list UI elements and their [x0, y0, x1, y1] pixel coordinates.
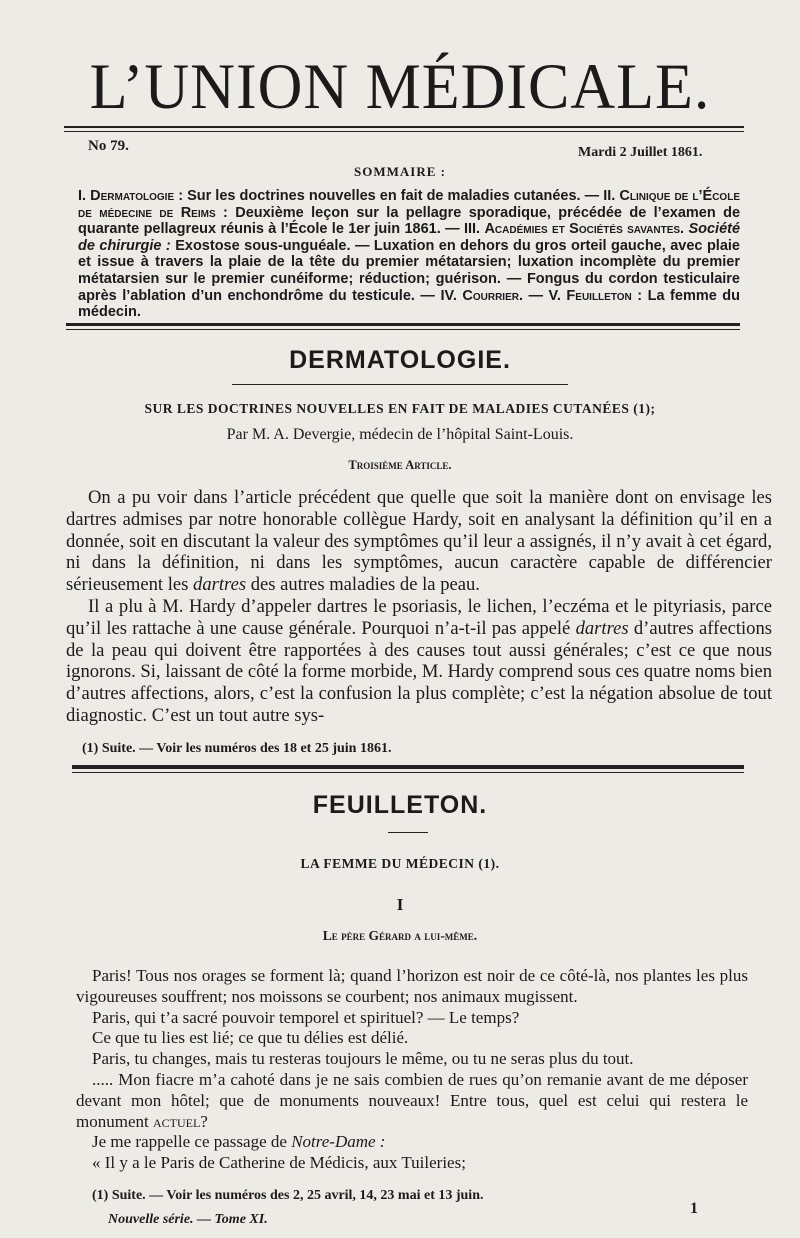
sommaire-item-5-num: V. [548, 287, 561, 304]
paragraph-text: Il a plu à M. Hardy d’appeler dartres le psoriasis, le lichen, l’eczéma et le pityriasis, parce qu’il les rattache à une cause générale. Pourquoi n’a-t-il pas appelé [66, 595, 772, 639]
masthead-rule-thin [64, 131, 744, 132]
sommaire-item-3-label: Académies et Sociétés savantes. [484, 221, 685, 238]
sommaire-item-5-text: : La femme du médecin. [78, 287, 741, 321]
paragraph-text: ..... Mon fiacre m’a cahoté dans je ne sais combien de rues qu’on remanie avant de me déposer devant mon hôtel; que de monuments nouveaux! Entre tous, quel est celui qui restera le monument [76, 1069, 748, 1131]
feuilleton-divider-thin [72, 772, 744, 773]
sommaire-body [78, 188, 740, 321]
heading-underline [232, 384, 568, 385]
page-number: 1 [690, 1200, 698, 1217]
sommaire-item-1-label: Dermatologie [90, 188, 175, 204]
paragraph: « Il y a le Paris de Catherine de Médicis, aux Tuileries; [92, 1153, 466, 1173]
sommaire-item-4-label: Courrier. [462, 287, 523, 304]
series-volume: Nouvelle série. — Tome XI. [108, 1212, 268, 1227]
issue-number: No 79. [88, 138, 129, 154]
dermatologie-heading: DERMATOLOGIE. [289, 346, 511, 374]
paragraph-text: ? [200, 1111, 208, 1131]
section-divider [66, 323, 740, 326]
paragraph-text: On a pu voir dans l’article précédent que quelle que soit la manière dont on envisage les dartres admises par notre honorable collègue Hardy, soit en analysant la définition qu’il en a donnée, soit en discutant la valeur des symptômes qu’il leur a assignés, il n’y avait à cet égard, ni dans la définition, ni dans les symptômes, aucun caractère capable de différencier sérieusement les [66, 487, 772, 596]
article-subtitle: SUR LES DOCTRINES NOUVELLES EN FAIT DE MALADIES CUTANÉES (1); [144, 401, 656, 416]
paragraph [76, 1132, 748, 1153]
paragraph: Paris, tu changes, mais tu resteras toujours le même, ou tu ne seras plus du tout. [92, 1049, 634, 1069]
feuilleton-underline [388, 832, 428, 833]
sommaire-item-1-text: : Sur les doctrines nouvelles en fait de maladies cutanées. — [178, 188, 600, 204]
italic-term: Notre-Dame : [291, 1132, 386, 1152]
sommaire-item-3-text: Exostose sous-unguéale. — Luxation en dehors du gros orteil gauche, avec plaie et issue à travers la plaie de la tête du premier métatarsien; luxation incomplète du premier métatarsien sur le premier cunéiforme; réduction; guérison. — Fongus du cordon testiculaire après l’ablation d’un enchondrôme du testicule. — [78, 237, 740, 304]
sommaire-item-2-label: Clinique de l’École de médecine de Reims [78, 188, 740, 221]
sommaire-item-3-society: Société de chirurgie : [78, 221, 741, 254]
dermatologie-footnote: (1) Suite. — Voir les numéros des 18 et 25 juin 1861. [82, 741, 392, 756]
paragraph [76, 1070, 748, 1132]
sommaire-heading: SOMMAIRE : [354, 164, 446, 179]
feuilleton-footnote: (1) Suite. — Voir les numéros des 2, 25 avril, 14, 23 mai et 13 juin. [92, 1188, 484, 1203]
sommaire-item-4-sep: — [528, 287, 544, 304]
chapter-title: Le père Gérard a lui-même. [322, 928, 478, 943]
section-divider-thin [66, 329, 740, 330]
feuilleton-body [76, 966, 748, 1174]
feuilleton-subtitle: LA FEMME DU MÉDECIN (1). [300, 856, 500, 871]
sommaire-item-5-label: Feuilleton [566, 287, 632, 304]
paragraph: Paris, qui t’a sacré pouvoir temporel et spirituel? — Le temps? [92, 1007, 520, 1027]
sommaire-item-2-text: : Deuxième leçon sur la pellagre sporadique, précédée de l’examen de quarante pellagreux réunis à l’École le 1er juin 1861. — [78, 204, 741, 238]
sommaire-item-1-num: I. [78, 188, 87, 204]
issue-date: Mardi 2 Juillet 1861. [578, 145, 703, 160]
feuilleton-divider [72, 765, 744, 769]
sommaire-item-3-num: III. [463, 221, 481, 238]
sommaire-item-4-num: IV. [440, 287, 457, 304]
paragraph-text: des autres maladies de la peau. [250, 574, 480, 596]
paragraph-text: Je me rappelle ce passage de [92, 1132, 287, 1152]
paragraph: Paris! Tous nos orages se forment là; quand l’horizon est noir de ce côté-là, nos plantes les plus vigoureuses souffrent; nos moissons se courbent; nos animaux mugissent. [76, 966, 748, 1006]
paragraph: Ce que tu lies est lié; ce que tu délies est délié. [92, 1028, 409, 1048]
small-caps-term: actuel [152, 1111, 201, 1131]
sommaire-item-2-num: II. [603, 188, 616, 204]
feuilleton-heading: FEUILLETON. [312, 791, 488, 819]
article-author: Par M. A. Devergie, médecin de l’hôpital Saint-Louis. [226, 426, 574, 443]
dermatologie-body [66, 487, 772, 727]
masthead-title: L’UNION MÉDICALE. [89, 51, 711, 123]
article-part: Troisième Article. [348, 458, 452, 472]
italic-term: dartres [193, 574, 247, 596]
chapter-number: I [396, 895, 404, 914]
paragraph [66, 596, 772, 727]
italic-term: dartres [575, 617, 629, 639]
paragraph-text: d’autres affections de la peau qui doivent être rapportées à des causes tout aussi générales; c’est ce que nous ignorons. Si, laissant de côté la forme morbide, M. Hardy comprend sous ces quatre noms bien d’autres affections, alors, c’est la confusion la plus complète; c’est la négation absolue de tout diagnostic. C’est un tout autre sys- [66, 617, 772, 726]
masthead-rule [64, 126, 744, 128]
paragraph [66, 487, 772, 596]
